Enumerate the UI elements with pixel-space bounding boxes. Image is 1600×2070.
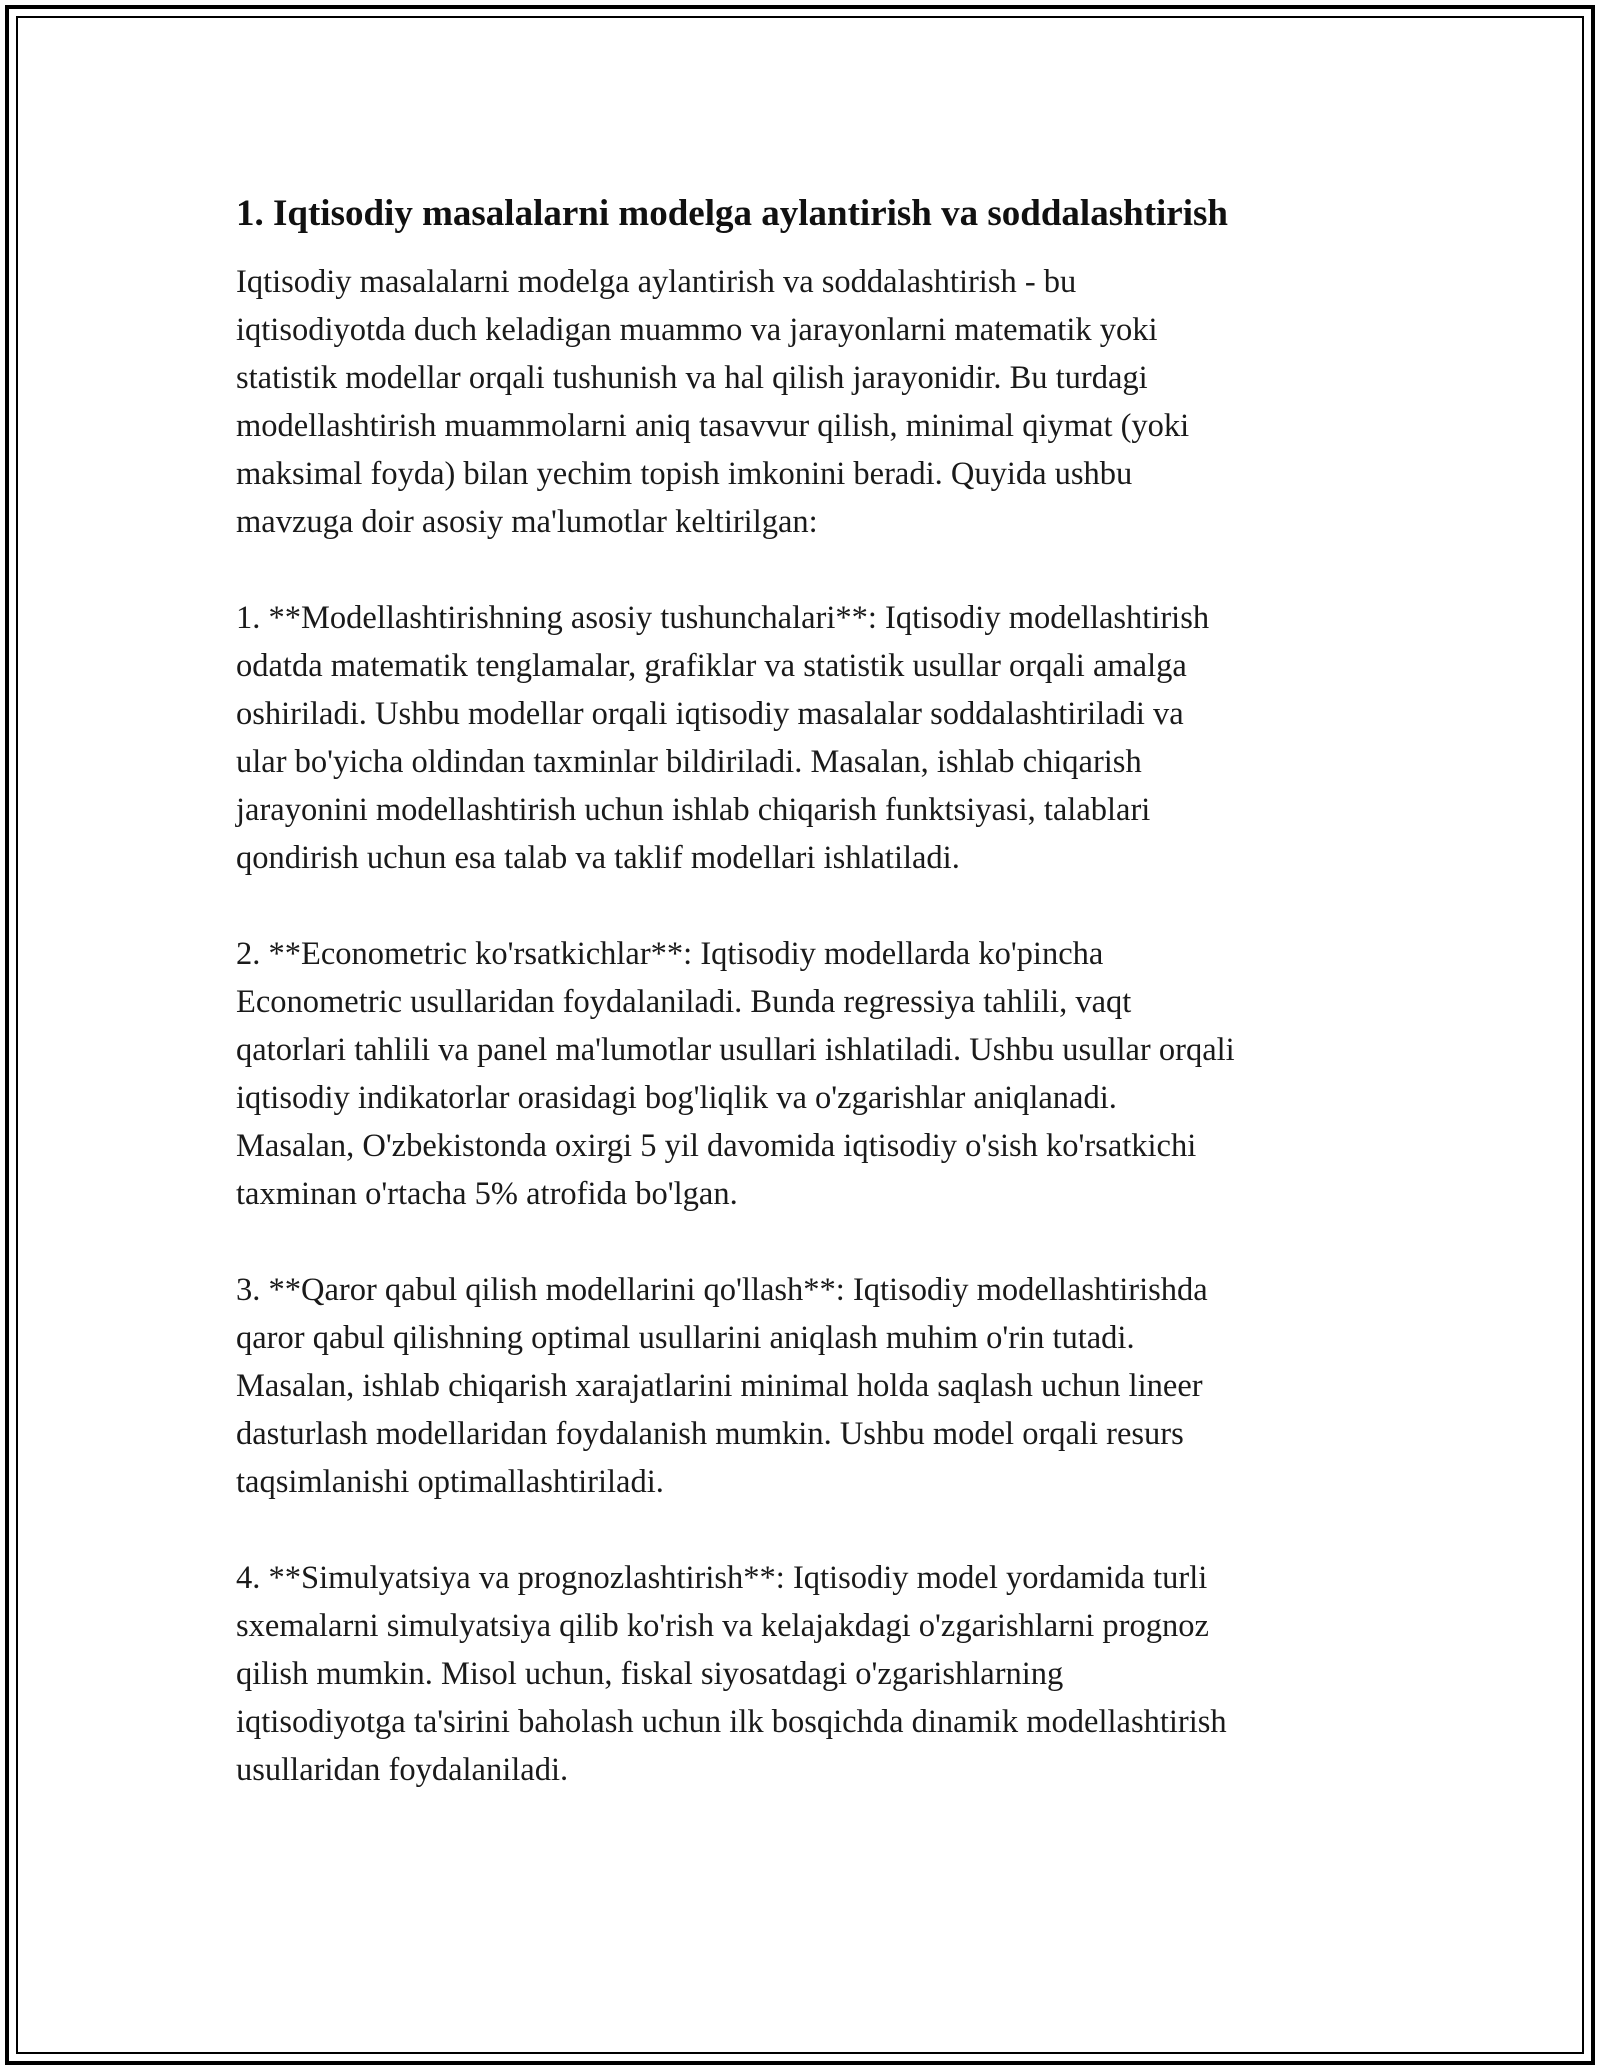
paragraph-line: usullaridan foydalaniladi. — [236, 1752, 569, 1788]
paragraph-line: sxemalarni simulyatsiya qilib ko'rish va kelajakdagi o'zgarishlarni prognoz — [236, 1608, 1209, 1644]
paragraph-line: Iqtisodiy masalalarni modelga aylantirish va soddalashtirish - bu — [236, 264, 1077, 300]
paragraph-line: 3. **Qaror qabul qilish modellarini qo'llash**: Iqtisodiy modellashtirishda — [236, 1272, 1208, 1308]
paragraph-line: iqtisodiyotga ta'sirini baholash uchun ilk bosqichda dinamik modellashtirish — [236, 1704, 1227, 1740]
paragraph-line: jarayonini modellashtirish uchun ishlab chiqarish funktsiyasi, talablari — [236, 792, 1151, 828]
paragraph-line: taxminan o'rtacha 5% atrofida bo'lgan. — [236, 1176, 738, 1212]
list-item-4-paragraph — [236, 1554, 1376, 1794]
paragraph-line: odatda matematik tenglamalar, grafiklar va statistik usullar orqali amalga — [236, 648, 1187, 684]
paragraph-line: Masalan, ishlab chiqarish xarajatlarini minimal holda saqlash uchun lineer — [236, 1368, 1203, 1404]
paragraph-line: mavzuga doir asosiy ma'lumotlar keltirilgan: — [236, 504, 818, 540]
paragraph-line: Masalan, O'zbekistonda oxirgi 5 yil davomida iqtisodiy o'sish ko'rsatkichi — [236, 1128, 1197, 1164]
paragraph-line: maksimal foyda) bilan yechim topish imkonini beradi. Quyida ushbu — [236, 456, 1133, 492]
paragraph-line: ular bo'yicha oldindan taxminlar bildiriladi. Masalan, ishlab chiqarish — [236, 744, 1142, 780]
paragraph-line: 2. **Econometric ko'rsatkichlar**: Iqtisodiy modellarda ko'pincha — [236, 936, 1104, 972]
paragraph-line: taqsimlanishi optimallashtiriladi. — [236, 1464, 664, 1500]
paragraph-line: iqtisodiy indikatorlar orasidagi bog'liqlik va o'zgarishlar aniqlanadi. — [236, 1080, 1117, 1116]
document-title: 1. Iqtisodiy masalalarni modelga aylantirish va soddalashtirish — [236, 193, 1228, 234]
paragraph-line: qilish mumkin. Misol uchun, fiskal siyosatdagi o'zgarishlarning — [236, 1656, 1064, 1692]
paragraph-line: statistik modellar orqali tushunish va hal qilish jarayonidir. Bu turdagi — [236, 360, 1148, 396]
paragraph-line: qatorlari tahlili va panel ma'lumotlar usullari ishlatiladi. Ushbu usullar orqali — [236, 1032, 1235, 1068]
paragraph-line: qaror qabul qilishning optimal usullarini aniqlash muhim o'rin tutadi. — [236, 1320, 1135, 1356]
paragraph-line: iqtisodiyotda duch keladigan muammo va jarayonlarni matematik yoki — [236, 312, 1158, 348]
paragraph-line: 4. **Simulyatsiya va prognozlashtirish**: Iqtisodiy model yordamida turli — [236, 1560, 1208, 1596]
paragraph-line: modellashtirish muammolarni aniq tasavvur qilish, minimal qiymat (yoki — [236, 408, 1190, 444]
paragraph-line: Econometric usullaridan foydalaniladi. Bunda regressiya tahlili, vaqt — [236, 984, 1132, 1020]
paragraph-line: qondirish uchun esa talab va taklif modellari ishlatiladi. — [236, 840, 960, 876]
paragraph-line: 1. **Modellashtirishning asosiy tushunchalari**: Iqtisodiy modellashtirish — [236, 600, 1210, 636]
list-item-2-paragraph — [236, 930, 1376, 1218]
list-item-3-paragraph — [236, 1266, 1376, 1506]
paragraph-line: oshiriladi. Ushbu modellar orqali iqtisodiy masalalar soddalashtiriladi va — [236, 696, 1184, 732]
paragraph-line: dasturlash modellaridan foydalanish mumkin. Ushbu model orqali resurs — [236, 1416, 1184, 1452]
document-body — [236, 188, 1376, 1842]
intro-paragraph — [236, 258, 1376, 546]
list-item-1-paragraph — [236, 594, 1376, 882]
